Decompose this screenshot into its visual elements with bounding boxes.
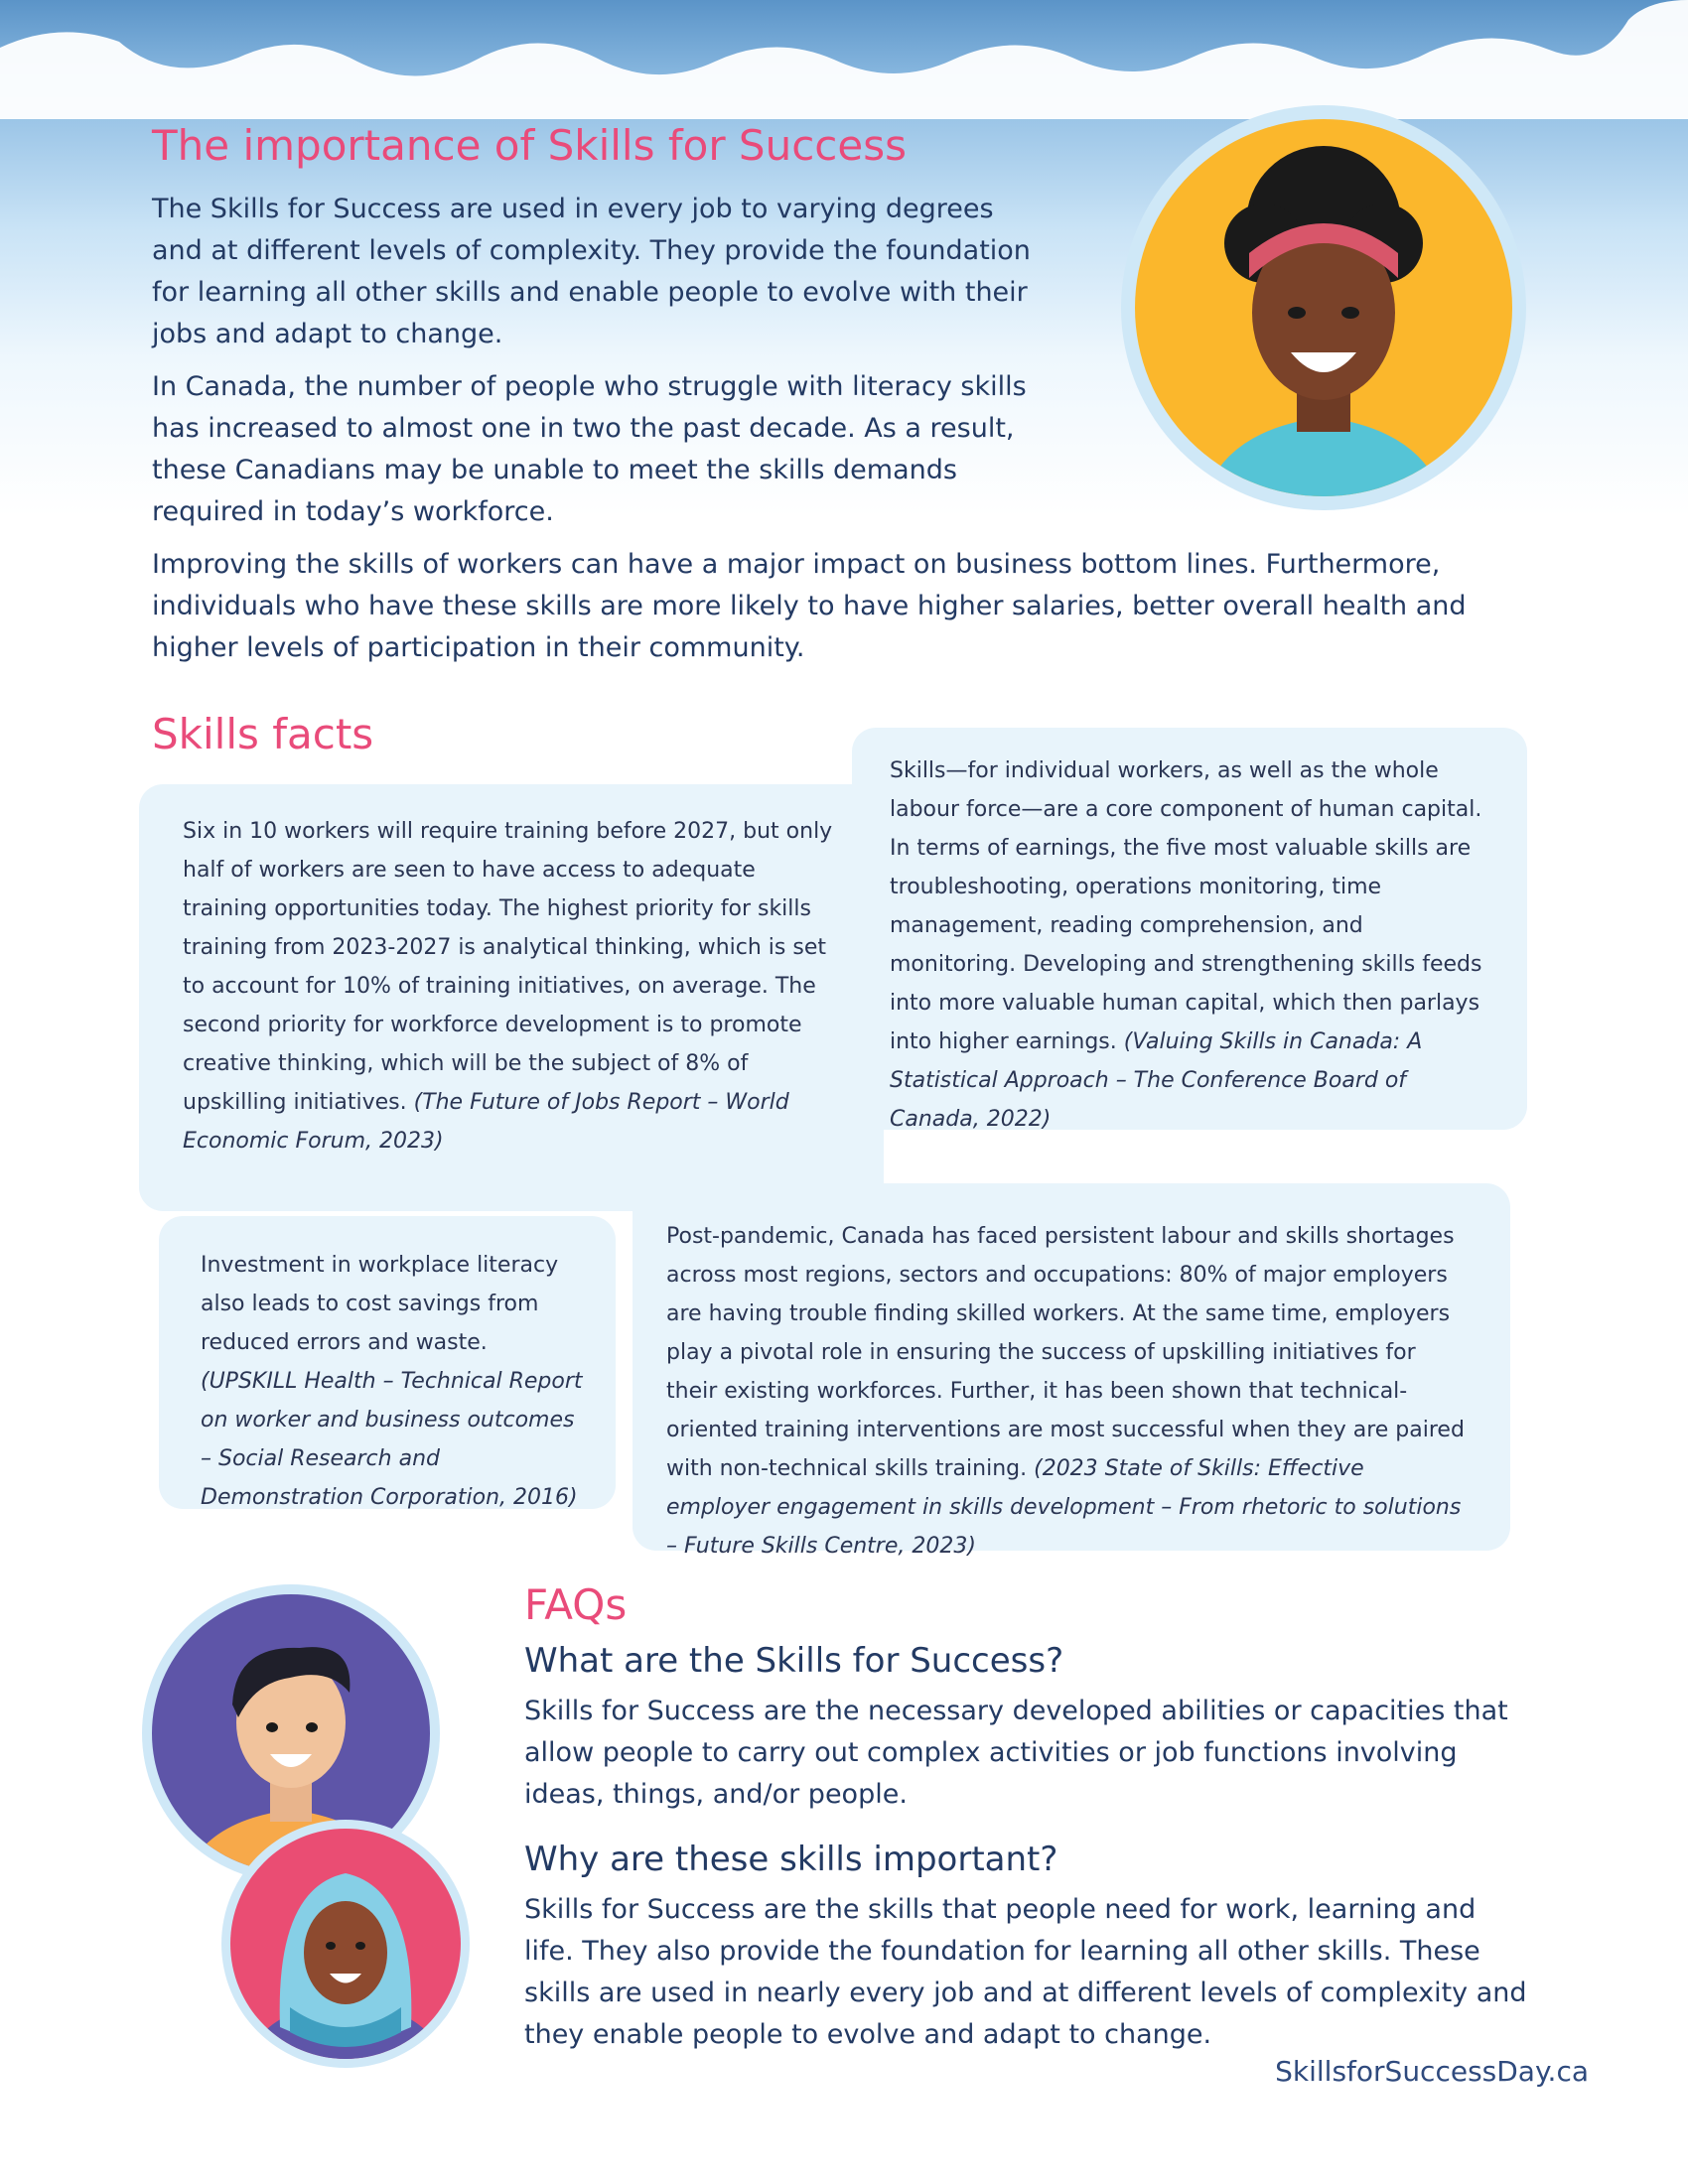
fact-card-future-of-jobs — [139, 784, 884, 1211]
fact-card-source: (The Future of Jobs Report – World Economic Forum, 2023) — [183, 1090, 789, 1154]
cloud-border-graphic — [0, 0, 1688, 119]
fact-card-text: Investment in workplace literacy also leads to cost savings from reduced errors and waste. — [201, 1253, 559, 1355]
woman-avatar-illustration — [1120, 104, 1527, 511]
importance-title: The importance of Skills for Success — [152, 121, 907, 170]
hijab-woman-avatar-illustration — [220, 1819, 471, 2069]
importance-paragraph-2: In Canada, the number of people who struggle with literacy skills has increased to almost one in two the past decade. As a result, these Canadians may be unable to meet the skills demands required in today’s workforce. — [152, 371, 1027, 527]
fact-card-source: (UPSKILL Health – Technical Report on worker and business outcomes – Social Research and Demonstration Corporation, 2016) — [201, 1369, 583, 1510]
site-url-link[interactable]: SkillsforSuccessDay.ca — [1275, 2055, 1589, 2088]
fact-card-text: Post-pandemic, Canada has faced persistent labour and skills shortages across most regions, sectors and occupations: 80% of major employers are having trouble finding skilled workers. At the same time, employers play a pivotal role in ensuring the success of upskilling initiatives for their existing workforces. Further, it has been shown that technical-oriented training interventions are most successful when they are paired with non-technical skills training. — [666, 1224, 1465, 1481]
faq-question-1: What are the Skills for Success? — [524, 1641, 1064, 1681]
faqs-title: FAQs — [524, 1580, 628, 1629]
fact-card-text: Skills—for individual workers, as well as the whole labour force—are a core component of human capital. In terms of earnings, the five most valuable skills are troubleshooting, operations monitoring, time management, reading comprehension, and monitoring. Developing and strengthening skills feeds into more valuable human capital, which then parlays into higher earnings. — [890, 758, 1482, 1054]
fact-card-valuing-skills — [852, 728, 1527, 1130]
importance-paragraph-1: The Skills for Success are used in every job to varying degrees and at different levels of complexity. They provide the foundation for learning all other skills and enable people to evolve with their jobs and adapt to change. — [152, 194, 1031, 349]
fact-card-workplace-literacy — [159, 1216, 616, 1509]
faq-answer-2: Skills for Success are the skills that people need for work, learning and life. They also provide the foundation for learning all other skills. These skills are used in nearly every job and at different levels of complexity and they enable people to evolve and adapt to change. — [524, 1894, 1527, 2050]
fact-card-text: Six in 10 workers will require training before 2027, but only half of workers are seen to have access to adequate training opportunities today. The highest priority for skills training from 2023-2027 is analytical thinking, which is set to account for 10% of training initiatives, on average. The second priority for workforce development is to promote creative thinking, which will be the subject of 8% of upskilling initiatives. — [183, 819, 833, 1115]
fact-card-source: (2023 State of Skills: Effective employer engagement in skills development – From rhetoric to solutions – Future Skills Centre, 2023) — [666, 1456, 1462, 1559]
skills-facts-title: Skills facts — [152, 710, 374, 758]
importance-paragraph-3: Improving the skills of workers can have a major impact on business bottom lines. Furthermore, individuals who have these skills are more likely to have higher salaries, better overall health and higher levels of participation in their community. — [152, 549, 1467, 663]
faq-question-2: Why are these skills important? — [524, 1840, 1058, 1879]
fact-card-state-of-skills — [633, 1183, 1510, 1559]
faq-answer-1: Skills for Success are the necessary developed abilities or capacities that allow people to carry out complex activities or job functions involving ideas, things, and/or people. — [524, 1696, 1508, 1810]
fact-card-source: (Valuing Skills in Canada: A Statistical Approach – The Conference Board of Canada, 2022) — [890, 1029, 1423, 1132]
